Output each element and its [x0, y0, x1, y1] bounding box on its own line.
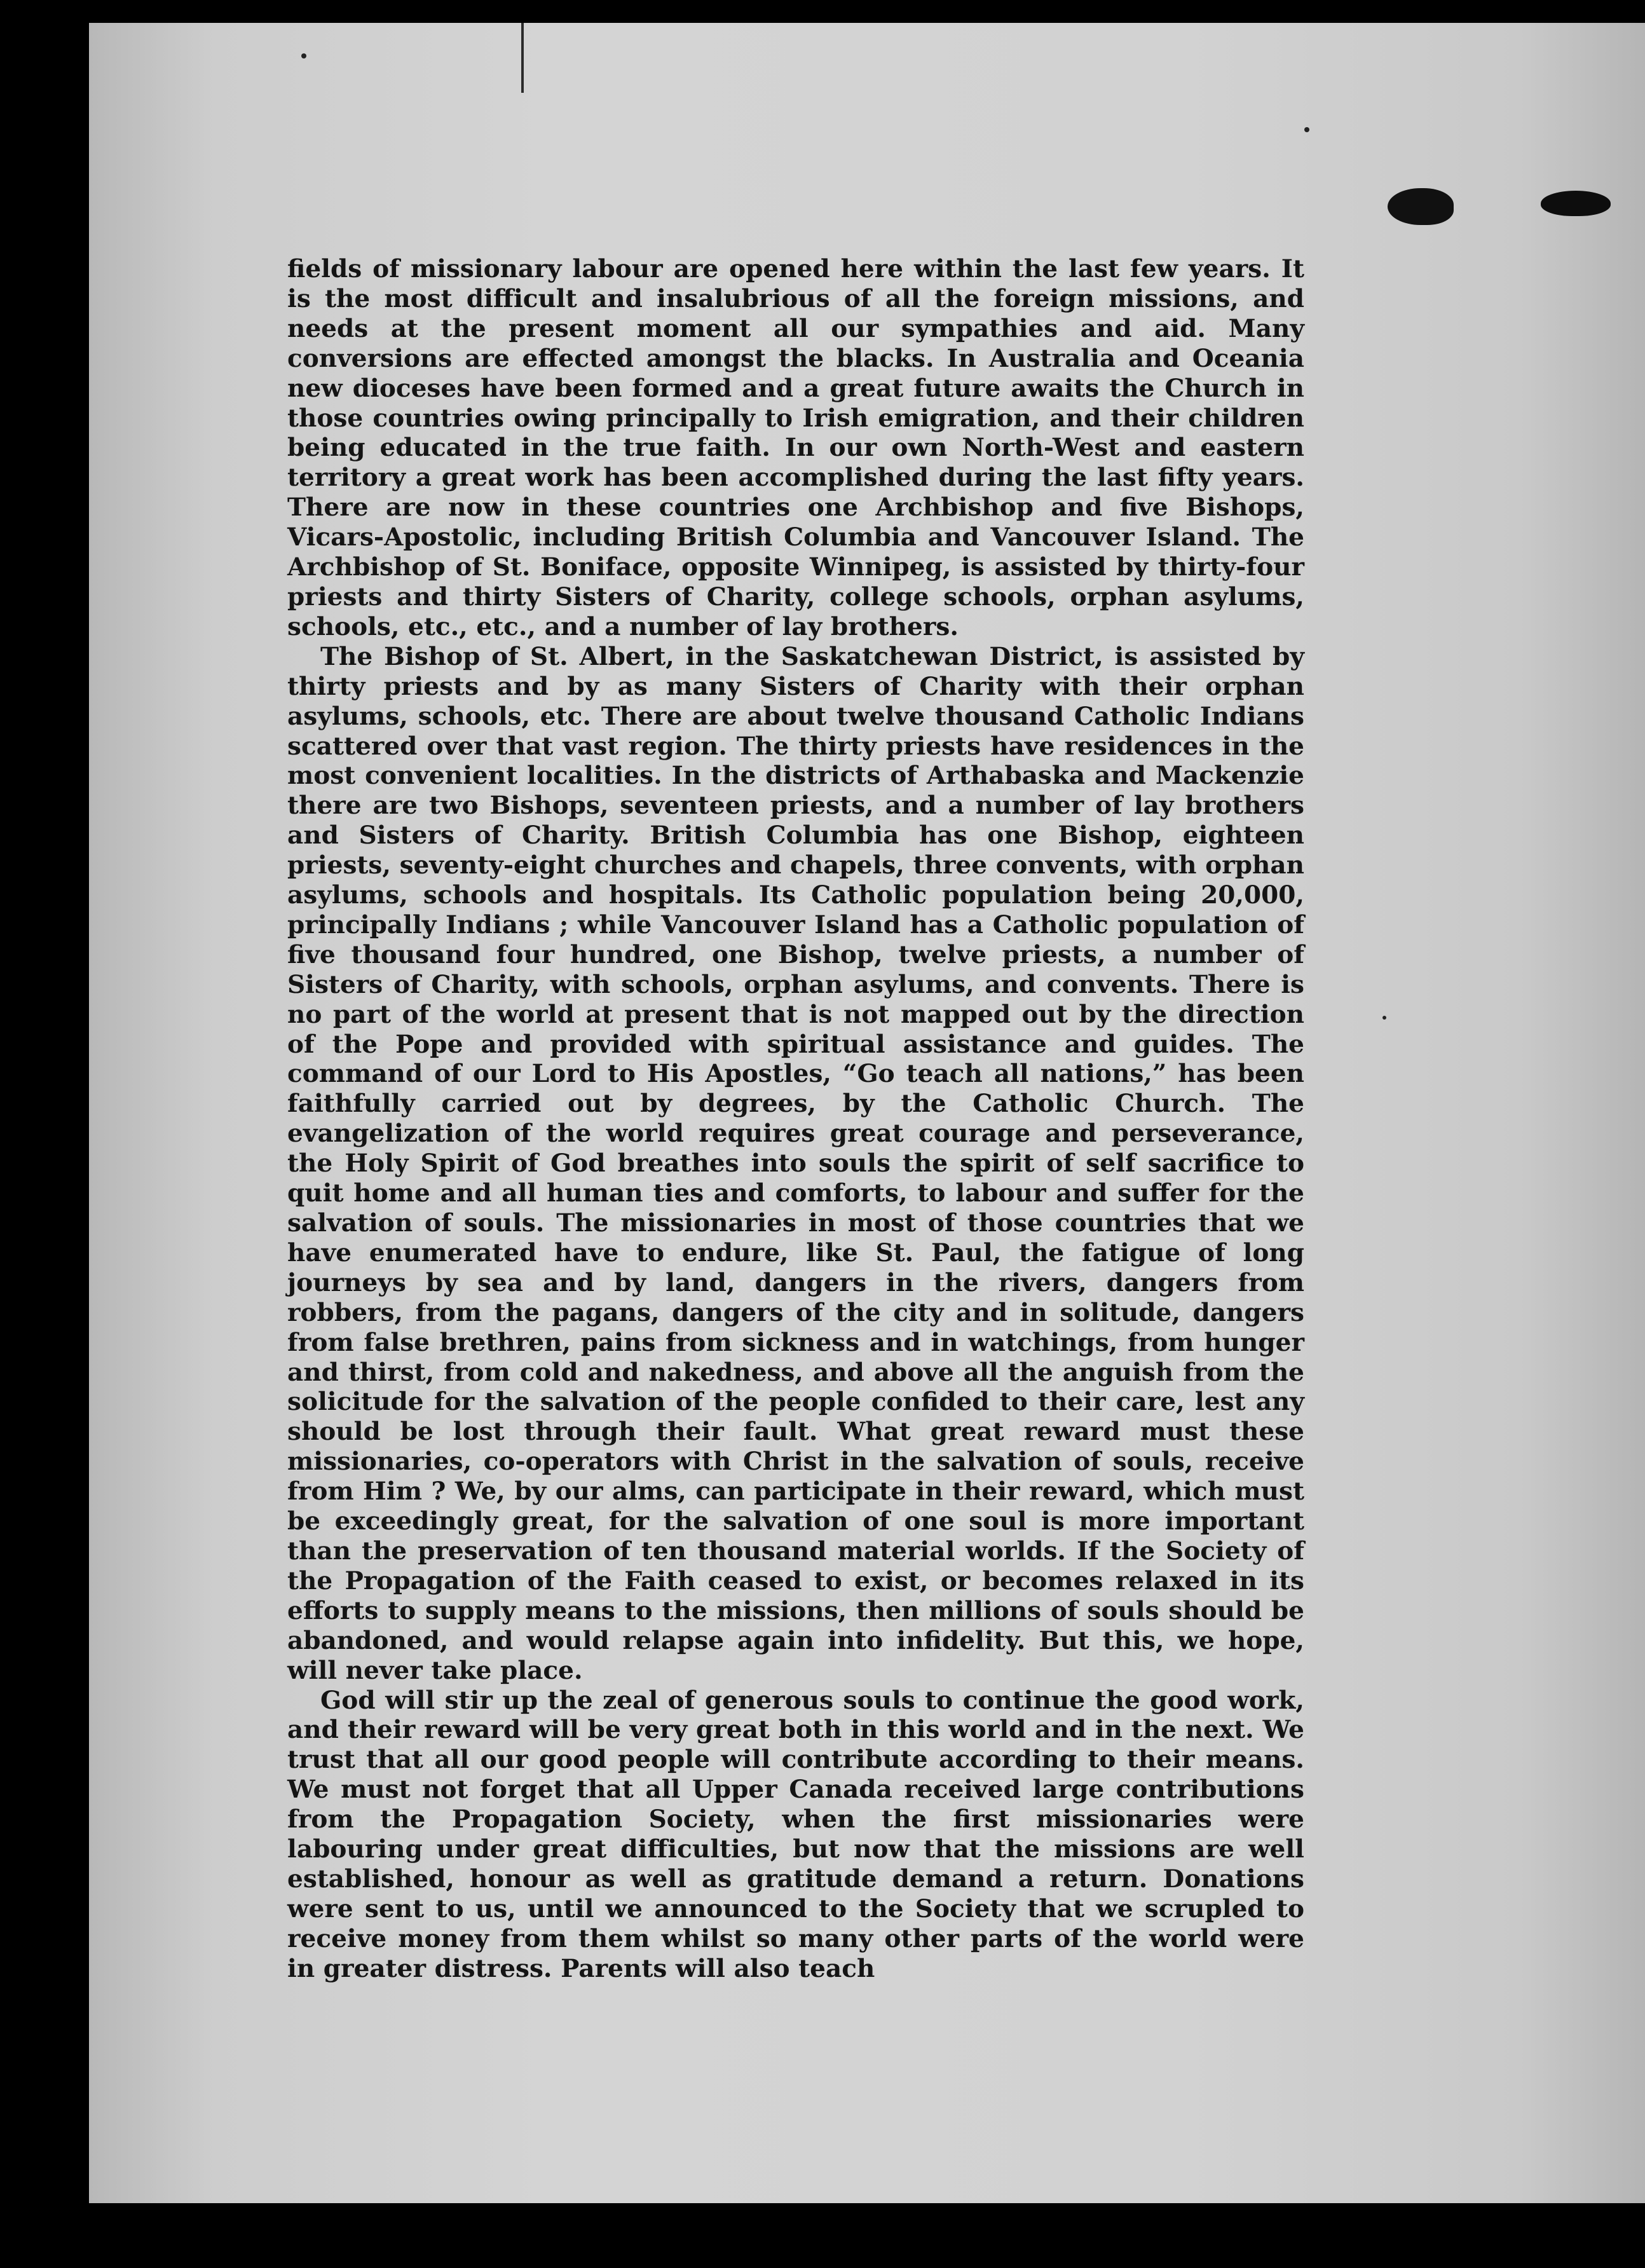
paragraph-3: God will stir up the zeal of generous souls to continue the good work, and their reward will be very great both in this world and in the next. We trust that all our good people will contribute according to their means. We must not forget that all Upper Canada received large contributions from the Propagation Society, when the first missionaries were labouring under great difficulties, but now that the missions are well established, honour as well as gratitude demand a return. Donations were sent to us, until we announced to the Society that we scrupled to receive money from them whilst so many other parts of the world were in greater distress. Parents will also teach — [287, 1685, 1304, 1983]
body-text — [287, 254, 1304, 1984]
dust-speck — [301, 53, 306, 58]
ink-blot-right — [1541, 191, 1611, 216]
ink-blot-left — [1388, 188, 1454, 225]
dust-speck — [1304, 127, 1309, 132]
dust-speck — [1382, 1016, 1386, 1020]
page-fold-mark — [521, 23, 524, 93]
paragraph-2: The Bishop of St. Albert, in the Saskatchewan District, is assisted by thirty priests and by as many Sisters of Charity with their orphan asylums, schools, etc. There are about twelve thousand Catholic Indians scattered over that vast region. The thirty priests have residences in the most convenient localities. In the districts of Arthabaska and Mackenzie there are two Bishops, seventeen priests, and a number of lay brothers and Sisters of Charity. British Columbia has one Bishop, eighteen priests, seventy-eight churches and chapels, three convents, with orphan asylums, schools and hospitals. Its Catholic population being 20,000, principally Indians ; while Vancouver Island has a Catholic population of five thousand four hundred, one Bishop, twelve priests, a number of Sisters of Charity, with schools, orphan asylums, and convents. There is no part of the world at present that is not mapped out by the direction of the Pope and provided with spiritual assistance and guides. The command of our Lord to His Apostles, “Go teach all nations,” has been faithfully carried out by degrees, by the Catholic Church. The evangelization of the world requires great courage and perseverance, the Holy Spirit of God breathes into souls the spirit of self sacrifice to quit home and all human ties and comforts, to labour and suffer for the salvation of souls. The missionaries in most of those countries that we have enumerated have to endure, like St. Paul, the fatigue of long journeys by sea and by land, dangers in the rivers, dangers from robbers, from the pagans, dangers of the city and in solitude, dangers from false brethren, pains from sickness and in watchings, from hunger and thirst, from cold and nakedness, and above all the anguish from the solicitude for the salvation of the people confided to their care, lest any should be lost through their fault. What great reward must these missionaries, co-operators with Christ in the salvation of souls, receive from Him ? We, by our alms, can participate in their reward, which must be exceedingly great, for the salvation of one soul is more important than the preservation of ten thousand material worlds. If the Society of the Propagation of the Faith ceased to exist, or becomes relaxed in its efforts to supply means to the missions, then millions of souls should be abandoned, and would relapse again into infidelity. But this, we hope, will never take place. — [287, 641, 1304, 1685]
paragraph-1: fields of missionary labour are opened here within the last few years. It is the most difficult and insalubrious of all the foreign missions, and needs at the present moment all our sympathies and aid. Many conversions are effected amongst the blacks. In Australia and Oceania new dioceses have been formed and a great future awaits the Church in those countries owing principally to Irish emigration, and their children being educated in the true faith. In our own North-West and eastern territory a great work has been accomplished during the last fifty years. There are now in these countries one Archbishop and five Bishops, Vicars-Apostolic, including British Columbia and Vancouver Island. The Archbishop of St. Boniface, opposite Winnipeg, is assisted by thirty-four priests and thirty Sisters of Charity, college schools, orphan asylums, schools, etc., etc., and a number of lay brothers. — [287, 254, 1304, 641]
